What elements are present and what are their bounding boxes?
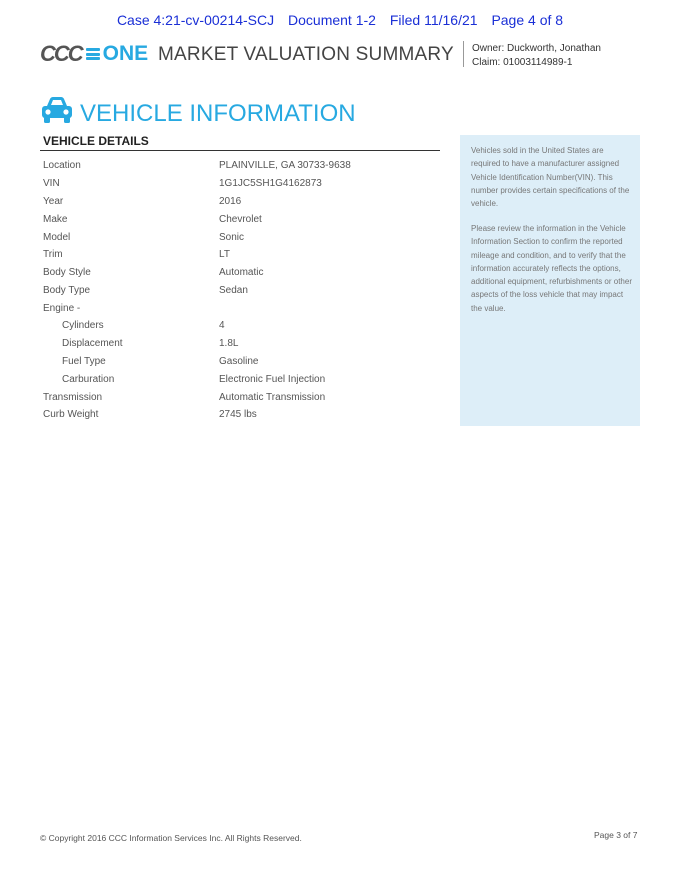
detail-label: Model xyxy=(43,232,71,243)
owner-claim-block xyxy=(472,42,601,70)
logo-wave-icon xyxy=(86,47,100,61)
detail-label: Make xyxy=(43,214,68,225)
detail-value: Automatic xyxy=(219,267,264,278)
detail-label: Displacement xyxy=(62,338,123,349)
report-title: MARKET VALUATION SUMMARY xyxy=(158,44,454,65)
logo-ccc-text: CCC xyxy=(40,41,82,66)
detail-value: 1.8L xyxy=(219,338,239,349)
sidebar-paragraph-vin: Vehicles sold in the United States are required to have a manufacturer assigned Vehicle Identification Number(VIN). This number provides certain specifications of the vehicle. xyxy=(471,146,630,209)
vehicle-details-heading: VEHICLE DETAILS xyxy=(43,134,149,148)
detail-value: Gasoline xyxy=(219,356,259,367)
detail-label: Engine - xyxy=(43,303,81,314)
footer-page-number: Page 3 of 7 xyxy=(594,830,638,840)
vin-info-sidebar xyxy=(460,135,640,426)
detail-value: Automatic Transmission xyxy=(219,392,326,403)
logo-one-text: ONE xyxy=(102,42,149,65)
section-title: VEHICLE INFORMATION xyxy=(80,100,356,127)
detail-label: Body Style xyxy=(43,267,91,278)
copyright-notice: © Copyright 2016 CCC Information Services Inc. All Rights Reserved. xyxy=(40,833,302,843)
filed-date: Filed 11/16/21 xyxy=(389,12,478,28)
claim-number: Claim: 01003114989-1 xyxy=(472,57,573,68)
car-icon xyxy=(41,96,73,124)
stamp-page-number: Page 4 of 8 xyxy=(491,12,564,28)
sidebar-paragraph-review: Please review the information in the Vehicle Information Section to confirm the reported mileage and condition, and to verify that the information accurately reflects the options, additional equipment, refurbishments or other aspects of the loss vehicle that may impact the value. xyxy=(471,224,632,313)
court-filing-stamp xyxy=(0,12,680,28)
detail-value: Electronic Fuel Injection xyxy=(219,374,326,385)
detail-value: Chevrolet xyxy=(219,214,262,225)
detail-label: VIN xyxy=(43,178,60,189)
detail-value: Sonic xyxy=(219,232,245,243)
detail-value: 4 xyxy=(219,320,225,331)
detail-label: Location xyxy=(43,160,81,171)
detail-label: Cylinders xyxy=(62,320,104,331)
detail-label: Trim xyxy=(43,249,63,260)
ccc-one-logo xyxy=(40,42,148,66)
detail-value: 2016 xyxy=(219,196,242,207)
header-divider xyxy=(463,41,464,67)
owner-name: Owner: Duckworth, Jonathan xyxy=(472,43,601,54)
detail-label: Year xyxy=(43,196,64,207)
detail-value: 1G1JC5SH1G4162873 xyxy=(219,178,322,189)
detail-value: PLAINVILLE, GA 30733-9638 xyxy=(219,160,351,171)
document-number: Document 1-2 xyxy=(288,12,376,28)
detail-label: Carburation xyxy=(62,374,115,385)
detail-label: Body Type xyxy=(43,285,91,296)
heading-rule xyxy=(40,150,440,151)
detail-label: Transmission xyxy=(43,392,103,403)
detail-label: Fuel Type xyxy=(62,356,106,367)
detail-value: Sedan xyxy=(219,285,248,296)
detail-value: LT xyxy=(219,249,230,260)
detail-label: Curb Weight xyxy=(43,409,99,420)
detail-value: 2745 lbs xyxy=(219,409,257,420)
case-number: Case 4:21-cv-00214-SCJ xyxy=(116,12,275,28)
